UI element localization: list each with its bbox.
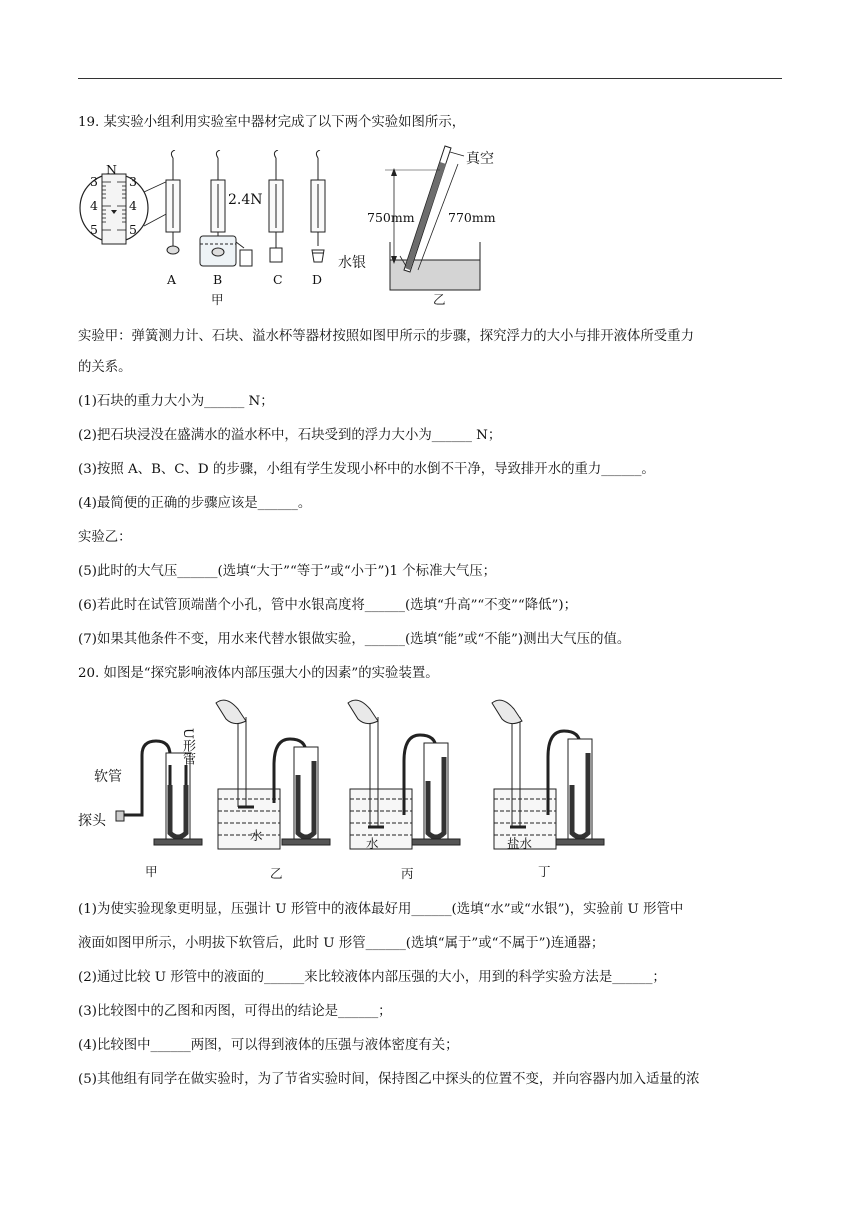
scale-unit-n: N bbox=[106, 162, 117, 177]
probe-label: 探头 bbox=[78, 813, 106, 829]
spring-balance-b bbox=[200, 150, 252, 266]
gauge-bing bbox=[348, 700, 460, 849]
u-tube-label: U形管 bbox=[180, 728, 195, 765]
vacuum-pointer bbox=[450, 152, 464, 156]
q20-line-4: (3)比较图中的乙图和丙图，可得出的结论是______； bbox=[78, 1004, 392, 1019]
q19-line-9: (6)若此时在试管顶端凿个小孔，管中水银高度将______(选填“升高”“不变”“降低”)； bbox=[78, 598, 577, 613]
header-rule bbox=[78, 78, 782, 79]
q19-line-8: (5)此时的大气压______(选填“大于”“等于”或“小于”)1 个标准大气压； bbox=[78, 564, 497, 579]
figure-caption-jia-20: 甲 bbox=[145, 864, 158, 879]
spring-balance-d bbox=[311, 150, 325, 262]
q19-stem: 19. 某实验小组利用实验室中器材完成了以下两个实验如图所示， bbox=[78, 115, 466, 130]
figure-caption-jia: 甲 bbox=[211, 292, 224, 307]
figure-caption-bing-20: 丙 bbox=[401, 866, 414, 881]
step-label-b: B bbox=[213, 272, 223, 287]
length-label: 770mm bbox=[448, 210, 496, 225]
q19-line-2: 的关系。 bbox=[78, 360, 132, 375]
water-label-yi: 水 bbox=[250, 828, 263, 843]
mercury-label: 水银 bbox=[338, 255, 366, 271]
scale-tick-right-5: 5 bbox=[129, 222, 137, 237]
reading-label: 2.4N bbox=[228, 192, 263, 208]
figure-caption-yi: 乙 bbox=[433, 292, 446, 307]
q20-figure bbox=[78, 695, 618, 865]
hose-label: 软管 bbox=[94, 769, 122, 785]
scale-tick-left-3: 3 bbox=[90, 174, 98, 189]
gauge-yi bbox=[216, 700, 330, 849]
q20-line-2: 液面如图甲所示，小明拔下软管后，此时 U 形管______(选填“属于”或“不属于”)连通器； bbox=[78, 936, 605, 951]
scale-tick-left-4: 4 bbox=[90, 198, 98, 213]
mercury-trough bbox=[390, 260, 480, 290]
q20-stem: 20. 如图是“探究影响液体内部压强大小的因素”的实验装置。 bbox=[78, 666, 439, 681]
figure-caption-yi-20: 乙 bbox=[270, 866, 283, 881]
q19-line-10: (7)如果其他条件不变，用水来代替水银做实验，______(选填“能”或“不能”)测出大气压的值。 bbox=[78, 632, 631, 647]
q19-line-4: (2)把石块浸没在盛满水的溢水杯中，石块受到的浮力大小为______ N； bbox=[78, 428, 502, 443]
step-label-a: A bbox=[167, 272, 177, 287]
height-label: 750mm bbox=[367, 210, 415, 225]
q20-line-3: (2)通过比较 U 形管中的液面的______来比较液体内部压强的大小，用到的科学实验方法是______； bbox=[78, 970, 666, 985]
step-label-c: C bbox=[273, 272, 283, 287]
scale-strip bbox=[102, 174, 126, 244]
scale-tick-left-5: 5 bbox=[90, 222, 98, 237]
q20-line-1: (1)为使实验现象更明显，压强计 U 形管中的液体最好用______(选填“水”或“水银”)，实验前 U 形管中 bbox=[78, 902, 684, 917]
q19-line-3: (1)石块的重力大小为______ N； bbox=[78, 394, 274, 409]
scale-tick-right-4: 4 bbox=[129, 198, 137, 213]
q20-line-6: (5)其他组有同学在做实验时，为了节省实验时间，保持图乙中探头的位置不变，并向容器内加入适量的浓 bbox=[78, 1072, 700, 1087]
brine-label-ding: 盐水 bbox=[507, 836, 533, 851]
step-label-d: D bbox=[312, 272, 323, 287]
figure-caption-ding-20: 丁 bbox=[538, 864, 551, 879]
q19-line-1: 实验甲：弹簧测力计、石块、溢水杯等器材按照如图甲所示的步骤，探究浮力的大小与排开液体所受重力 bbox=[78, 329, 694, 344]
scale-tick-right-3: 3 bbox=[129, 174, 137, 189]
water-label-bing: 水 bbox=[366, 836, 379, 851]
vacuum-label: 真空 bbox=[466, 151, 494, 167]
q20-line-5: (4)比较图中______两图，可以得到液体的压强与液体密度有关； bbox=[78, 1038, 459, 1053]
spring-balance-c bbox=[269, 150, 283, 262]
spring-balance-a bbox=[166, 150, 180, 254]
q19-line-7: 实验乙： bbox=[78, 530, 132, 545]
q19-line-5: (3)按照 A、B、C、D 的步骤，小组有学生发现小杯中的水倒不干净，导致排开水的重力______。 bbox=[78, 462, 655, 477]
q19-line-6: (4)最简便的正确的步骤应该是______。 bbox=[78, 496, 312, 511]
q19-figure-jia bbox=[78, 150, 368, 310]
gauge-ding bbox=[492, 700, 604, 849]
